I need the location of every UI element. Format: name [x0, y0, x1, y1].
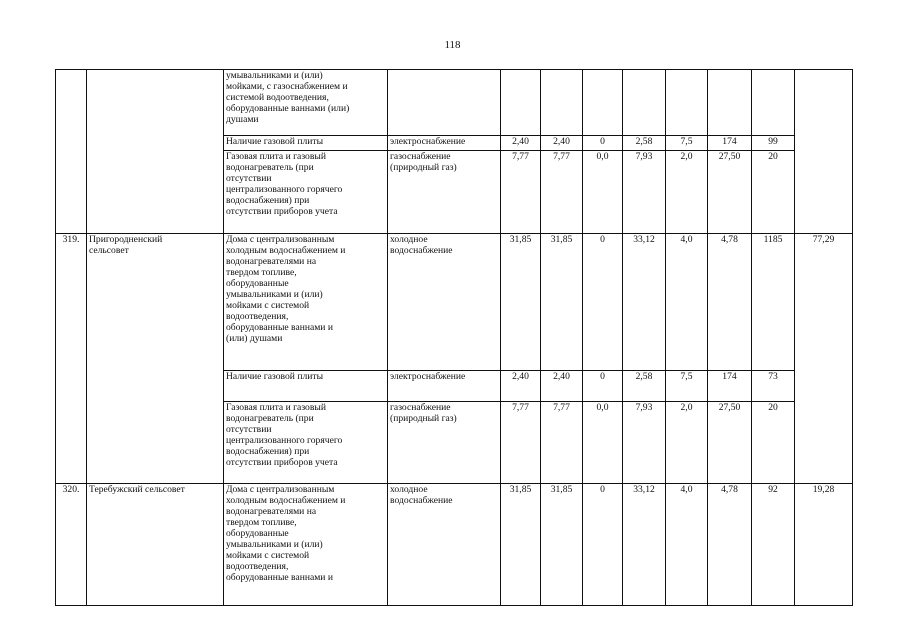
value-cell: 0 [583, 136, 623, 151]
value-cell [583, 70, 623, 136]
service-type: газоснабжение (природный газ) [388, 402, 501, 484]
value-cell: 7,77 [501, 402, 541, 484]
value-cell: 2,40 [501, 371, 541, 402]
row-number: 319. [56, 234, 87, 484]
value-cell: 7,77 [501, 151, 541, 234]
table-row [56, 70, 853, 136]
value-cell: 7,5 [666, 136, 708, 151]
service-type: газоснабжение (природный газ) [388, 151, 501, 234]
value-cell: 27,50 [708, 402, 752, 484]
total-value: 77,29 [795, 234, 853, 484]
value-cell: 4,78 [708, 484, 752, 606]
service-type: холодное водоснабжение [388, 234, 501, 371]
value-cell: 33,12 [623, 234, 666, 371]
value-cell: 2,40 [501, 136, 541, 151]
value-cell: 1185 [752, 234, 795, 371]
total-value: 19,28 [795, 484, 853, 606]
service-type [388, 70, 501, 136]
housing-description: умывальниками и (или) мойками, с газоснабжением и системой водоотведения, оборудованные ваннами (или) душами [224, 70, 388, 136]
settlement-name-cell [87, 70, 224, 234]
value-cell [666, 70, 708, 136]
housing-description: Дома с централизованным холодным водоснабжением и водонагревателями на твердом топливе, оборудованные умывальниками и (или) мойками с системой водоотведения, оборудованные ваннами и (или) душами [224, 234, 388, 371]
table-row [56, 484, 853, 606]
value-cell [623, 70, 666, 136]
value-cell: 174 [708, 371, 752, 402]
value-cell: 4,78 [708, 234, 752, 371]
row-number-cell [56, 70, 87, 234]
value-cell: 7,93 [623, 151, 666, 234]
value-cell: 31,85 [541, 484, 583, 606]
value-cell: 33,12 [623, 484, 666, 606]
value-cell: 0 [583, 234, 623, 371]
tariff-table [55, 69, 853, 606]
value-cell: 2,58 [623, 136, 666, 151]
value-cell [752, 70, 795, 136]
value-cell [541, 70, 583, 136]
value-cell: 2,0 [666, 151, 708, 234]
value-cell [501, 70, 541, 136]
value-cell: 174 [708, 136, 752, 151]
value-cell: 73 [752, 371, 795, 402]
housing-description: Газовая плита и газовый водонагреватель (при отсутствии централизованного горячего водоснабжения) при отсутствии приборов учета [224, 151, 388, 234]
value-cell: 31,85 [541, 234, 583, 371]
housing-description: Дома с централизованным холодным водоснабжением и водонагревателями на твердом топливе, оборудованные умывальниками и (или) мойками с системой водоотведения, оборудованные ваннами и [224, 484, 388, 606]
housing-description: Наличие газовой плиты [224, 371, 388, 402]
value-cell: 0,0 [583, 402, 623, 484]
settlement-name: Теребужский сельсовет [87, 484, 224, 606]
settlement-name: Пригородненский сельсовет [87, 234, 224, 484]
value-cell: 92 [752, 484, 795, 606]
value-cell: 31,85 [501, 234, 541, 371]
value-cell: 2,58 [623, 371, 666, 402]
housing-description: Наличие газовой плиты [224, 136, 388, 151]
value-cell: 7,77 [541, 151, 583, 234]
value-cell: 7,93 [623, 402, 666, 484]
value-cell: 0 [583, 371, 623, 402]
row-number: 320. [56, 484, 87, 606]
value-cell: 2,0 [666, 402, 708, 484]
page-number: 118 [444, 39, 461, 51]
value-cell: 4,0 [666, 484, 708, 606]
value-cell: 20 [752, 151, 795, 234]
value-cell: 4,0 [666, 234, 708, 371]
service-type: электроснабжение [388, 371, 501, 402]
value-cell: 2,40 [541, 371, 583, 402]
service-type: холодное водоснабжение [388, 484, 501, 606]
value-cell: 7,77 [541, 402, 583, 484]
value-cell: 0,0 [583, 151, 623, 234]
value-cell: 0 [583, 484, 623, 606]
housing-description: Газовая плита и газовый водонагреватель (при отсутствии централизованного горячего водоснабжения) при отсутствии приборов учета [224, 402, 388, 484]
service-type: электроснабжение [388, 136, 501, 151]
value-cell: 31,85 [501, 484, 541, 606]
value-cell: 2,40 [541, 136, 583, 151]
table-row [56, 234, 853, 371]
value-cell [708, 70, 752, 136]
value-cell: 99 [752, 136, 795, 151]
value-cell: 20 [752, 402, 795, 484]
value-cell: 27,50 [708, 151, 752, 234]
value-cell: 7,5 [666, 371, 708, 402]
total-cell [795, 70, 853, 234]
